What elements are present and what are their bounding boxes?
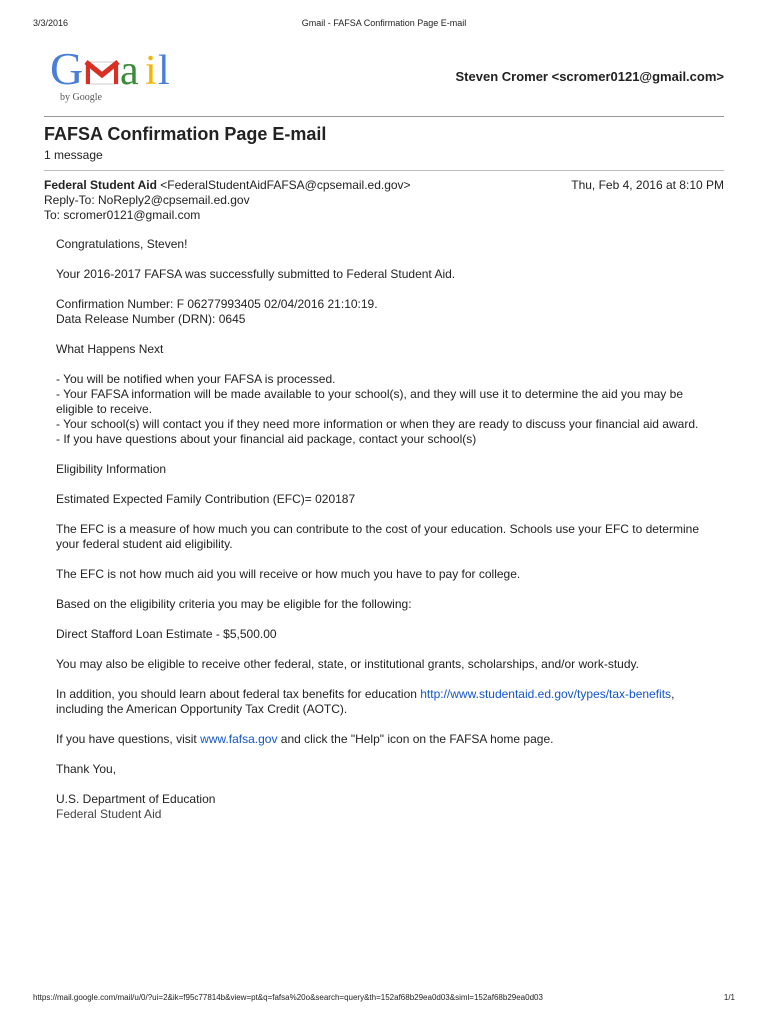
print-url: https://mail.google.com/mail/u/0/?ui=2&ik=f95c77814b&view=pt&q=fafsa%20o&search=query&th=152af68b29ea0d03&siml=152af68b29ea0d03	[33, 993, 543, 1002]
email-header	[44, 178, 724, 223]
page-number: 1/1	[723, 993, 735, 1002]
print-title: Gmail - FAFSA Confirmation Page E-mail	[301, 18, 467, 28]
message-date: Thu, Feb 4, 2016 at 8:10 PM	[571, 178, 724, 192]
fafsa-link[interactable]: www.fafsa.gov	[200, 732, 278, 746]
next-step: - If you have questions about your financial aid package, contact your school(s)	[56, 432, 477, 446]
by-google-label: by Google	[60, 92, 102, 103]
sender-address: <FederalStudentAidFAFSA@cpsemail.ed.gov>	[160, 178, 411, 192]
questions-text: If you have questions, visit www.fafsa.gov and click the "Help" icon on the FAFSA home page.	[56, 732, 554, 746]
confirmation-block	[56, 297, 716, 327]
efc-value: Estimated Expected Family Contribution (EFC)= 020187	[56, 492, 356, 506]
reply-to: Reply-To: NoReply2@cpsemail.ed.gov	[44, 193, 250, 207]
svg-text:i: i	[145, 48, 157, 94]
eligibility-criteria-text: Based on the eligibility criteria you may be eligible for the following:	[56, 597, 412, 611]
next-steps	[56, 372, 716, 447]
print-date: 3/3/2016	[33, 18, 69, 28]
svg-text:G: G	[50, 43, 84, 94]
efc-not-text: The EFC is not how much aid you will receive or how much you have to pay for college.	[56, 567, 521, 581]
thanks: Thank You,	[56, 762, 117, 776]
greeting: Congratulations, Steven!	[56, 237, 188, 251]
tax-benefits-link[interactable]: http://www.studentaid.ed.gov/types/tax-benefits	[420, 687, 672, 701]
divider	[44, 116, 724, 117]
divider	[44, 170, 724, 171]
confirmation-number: Confirmation Number: F 06277993405 02/04/2016 21:10:19.	[56, 297, 378, 311]
signature-line: Federal Student Aid	[56, 807, 162, 821]
tax-benefits-text: In addition, you should learn about federal tax benefits for education http://www.studentaid.ed.gov/types/tax-benefits, including the American Opportunity Tax Credit (AOTC).	[56, 687, 675, 716]
recipient: To: scromer0121@gmail.com	[44, 208, 201, 222]
message-count: 1 message	[44, 148, 103, 162]
next-step: - Your FAFSA information will be made available to your school(s), and they will use it to determine the aid you may be eligible to receive.	[56, 387, 683, 416]
sender-name: Federal Student Aid	[44, 178, 157, 192]
next-step: - Your school(s) will contact you if they need more information or when they are ready to discuss your financial aid award.	[56, 417, 699, 431]
next-heading: What Happens Next	[56, 342, 164, 356]
svg-text:l: l	[158, 48, 170, 94]
email-body	[56, 237, 716, 837]
next-step: - You will be notified when your FAFSA is processed.	[56, 372, 336, 386]
email-subject: FAFSA Confirmation Page E-mail	[44, 124, 327, 144]
signature-line: U.S. Department of Education	[56, 792, 216, 806]
signature	[56, 792, 716, 822]
svg-text:a: a	[120, 48, 139, 94]
other-aid-text: You may also be eligible to receive other federal, state, or institutional grants, scholarships, and/or work-study.	[56, 657, 639, 671]
gmail-logo	[50, 42, 185, 106]
stafford-estimate: Direct Stafford Loan Estimate - $5,500.00	[56, 627, 277, 641]
submission-text: Your 2016-2017 FAFSA was successfully submitted to Federal Student Aid.	[56, 267, 456, 281]
account-name: Steven Cromer <scromer0121@gmail.com>	[455, 69, 724, 84]
drn: Data Release Number (DRN): 0645	[56, 312, 246, 326]
efc-measure-text: The EFC is a measure of how much you can contribute to the cost of your education. Schools use your EFC to determine your federal student aid eligibility.	[56, 522, 699, 551]
eligibility-heading: Eligibility Information	[56, 462, 167, 476]
